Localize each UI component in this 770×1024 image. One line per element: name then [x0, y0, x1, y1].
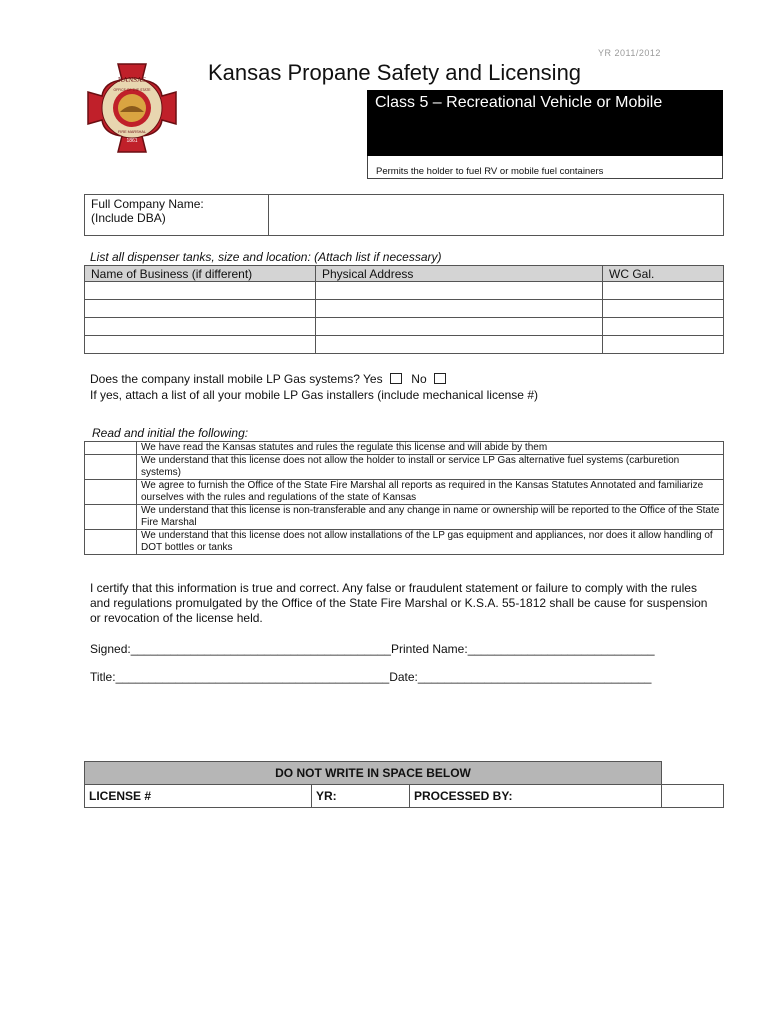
company-name-table — [84, 194, 724, 236]
physical-address-cell[interactable] — [316, 300, 603, 318]
printed-name-field[interactable]: ____________________________ — [467, 642, 655, 656]
initial-box[interactable] — [85, 505, 137, 530]
table-row — [85, 442, 724, 455]
seal-text-top: KANSAS — [117, 76, 147, 84]
date-field[interactable]: ___________________________________ — [417, 670, 652, 684]
signature-line — [90, 642, 655, 656]
date-label: Date: — [389, 670, 418, 684]
mobile-lp-question: Does the company install mobile LP Gas systems? Yes No — [90, 372, 446, 386]
processed-by-label: PROCESSED BY: — [410, 784, 662, 807]
initial-box[interactable] — [85, 530, 137, 555]
table-row — [85, 480, 724, 505]
initial-box[interactable] — [85, 455, 137, 480]
physical-address-cell[interactable] — [316, 282, 603, 300]
license-class-description: Permits the holder to fuel RV or mobile fuel containers — [367, 156, 723, 179]
title-date-line — [90, 670, 651, 684]
title-label: Title: — [90, 670, 116, 684]
certification-statement: I certify that this information is true and correct. Any false or fraudulent statement or failure to comply with the rules and regulations promulgated by the Office of the State Fire Marshal or K.S.A. 55-1812 shall be cause for suspension or revocation of the license held. — [90, 581, 708, 625]
printed-name-label: Printed Name: — [390, 642, 468, 656]
table-row — [85, 318, 724, 336]
statement-text: We understand that this license does not allow the holder to install or service LP Gas alternative fuel systems (carburetion systems) — [137, 455, 724, 480]
column-header: Physical Address — [316, 266, 603, 282]
signed-label: Signed: — [90, 642, 131, 656]
physical-address-cell[interactable] — [316, 318, 603, 336]
fire-marshal-seal-logo — [86, 62, 178, 154]
table-row — [85, 784, 724, 807]
office-use-heading: DO NOT WRITE IN SPACE BELOW — [85, 762, 662, 785]
business-name-cell[interactable] — [85, 318, 316, 336]
initial-box[interactable] — [85, 480, 137, 505]
column-header: WC Gal. — [603, 266, 724, 282]
license-class-title: Class 5 – Recreational Vehicle or Mobile — [367, 90, 723, 156]
wc-gal-cell[interactable] — [603, 300, 724, 318]
yes-checkbox[interactable] — [390, 373, 402, 384]
statement-text: We agree to furnish the Office of the State Fire Marshal all reports as required in the Kansas Statutes Annotated and familiarize ourselves with the rules and regulations of the state of Kansas — [137, 480, 724, 505]
statement-text: We understand that this license does not allow installations of the LP gas equipment and appliances, nor does it allow handling of DOT bottles or tanks — [137, 530, 724, 555]
no-checkbox[interactable] — [434, 373, 446, 384]
business-name-cell[interactable] — [85, 282, 316, 300]
initials-table — [84, 441, 724, 555]
business-name-cell[interactable] — [85, 300, 316, 318]
statement-text: We understand that this license is non-transferable and any change in name or ownership will be reported to the Office of the State Fire Marshal — [137, 505, 724, 530]
company-name-field[interactable] — [269, 195, 724, 236]
initial-box[interactable] — [85, 442, 137, 455]
statement-text: We have read the Kansas statutes and rules the regulate this license and will abide by them — [137, 442, 724, 455]
license-number-label: LICENSE # — [85, 784, 312, 807]
page-title: Kansas Propane Safety and Licensing — [208, 60, 582, 85]
seal-year: 1861 — [126, 138, 138, 144]
mobile-installers-instruction: If yes, attach a list of all your mobile LP Gas installers (include mechanical license #) — [90, 388, 538, 402]
wc-gal-cell[interactable] — [603, 336, 724, 354]
wc-gal-cell[interactable] — [603, 318, 724, 336]
company-name-label: Full Company Name: (Include DBA) — [85, 195, 269, 236]
year-field-label: YR: — [312, 784, 410, 807]
office-use-table — [84, 761, 724, 808]
column-header: Name of Business (if different) — [85, 266, 316, 282]
table-row — [85, 300, 724, 318]
seal-text-middle: OFFICE OF THE STATE — [113, 88, 151, 92]
initials-heading: Read and initial the following: — [92, 426, 249, 440]
wc-gal-cell[interactable] — [603, 282, 724, 300]
table-header-row — [85, 266, 724, 282]
business-name-cell[interactable] — [85, 336, 316, 354]
year-label: YR 2011/2012 — [598, 48, 661, 58]
title-field[interactable]: _________________________________________ — [115, 670, 390, 684]
signed-field[interactable]: _______________________________________ — [130, 642, 391, 656]
yes-label: Yes — [363, 372, 383, 386]
blank-cell — [662, 784, 724, 807]
dispenser-tanks-table — [84, 265, 724, 354]
table-row — [85, 282, 724, 300]
table-row — [85, 336, 724, 354]
table-row — [85, 455, 724, 480]
seal-text-bottom: FIRE MARSHAL — [117, 130, 147, 134]
tanks-heading: List all dispenser tanks, size and location: (Attach list if necessary) — [90, 250, 442, 264]
physical-address-cell[interactable] — [316, 336, 603, 354]
no-label: No — [411, 372, 427, 386]
table-row — [85, 530, 724, 555]
table-row — [85, 505, 724, 530]
spacer-cell — [662, 762, 724, 785]
